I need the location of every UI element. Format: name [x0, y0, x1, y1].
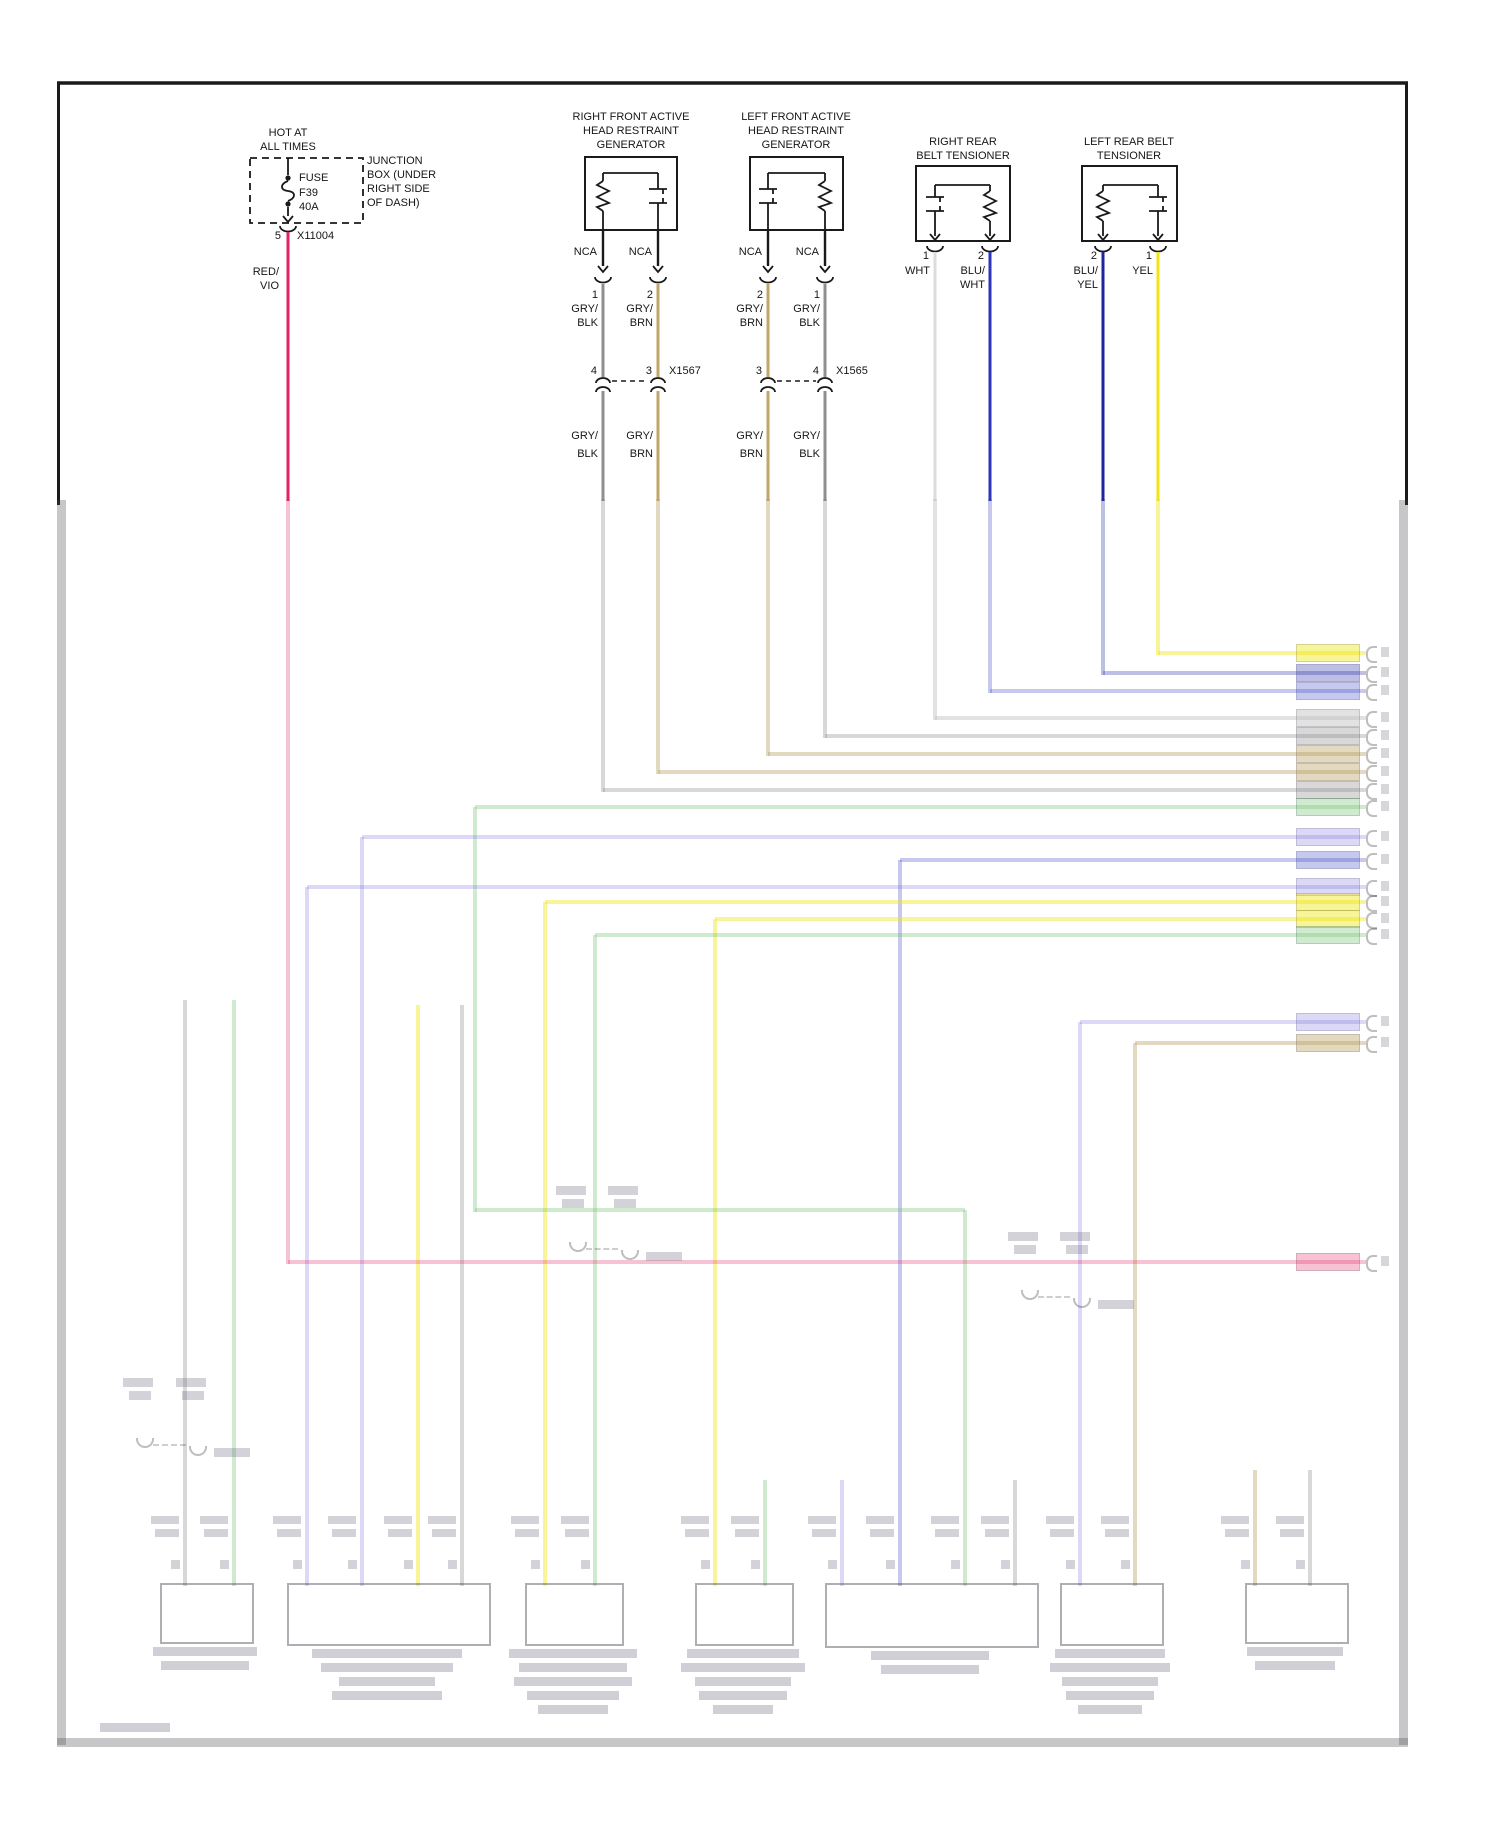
arrow-down-icon	[820, 266, 830, 272]
rf-wire1-label2-line2: BLK	[577, 448, 598, 460]
rf-nca-left: NCA	[573, 246, 597, 258]
lf-wire2-label-line1: GRY/	[793, 303, 820, 315]
rr-pin-1: 1	[922, 250, 929, 262]
lr-pin-1: 1	[1145, 250, 1152, 262]
rf-pin-1: 1	[591, 289, 598, 301]
x1565-pin-3: 3	[755, 365, 762, 377]
squib-icon	[649, 189, 667, 203]
rr-tensioner-title-line1: RIGHT REAR	[929, 136, 997, 148]
fuse-terminal-dot	[285, 201, 290, 206]
rr-blu-wht-label-line2: WHT	[959, 279, 985, 291]
lf-wire2-label2-line2: BLK	[799, 448, 820, 460]
squib-icon	[926, 197, 944, 211]
rr-pin-2: 2	[977, 250, 984, 262]
resistor-icon	[597, 181, 609, 211]
lf-pin-1: 1	[813, 289, 820, 301]
inline-connector-x1565	[761, 378, 832, 392]
lf-generator-title-line1: LEFT FRONT ACTIVE	[741, 111, 851, 123]
rr-wht-label: WHT	[904, 265, 930, 277]
lr-blu-yel-label-line1: BLU/	[1073, 265, 1098, 277]
x1567-pin-4: 4	[590, 365, 597, 377]
rf-generator-symbol	[585, 157, 677, 283]
squib-icon	[1149, 197, 1167, 211]
fuse-rating: 40A	[299, 201, 319, 213]
rr-tensioner-title-line2: BELT TENSIONER	[916, 150, 1010, 162]
squib-icon	[759, 189, 777, 203]
red-vio-wire-label-line1: RED/	[252, 266, 279, 278]
junction-box-label-line2: BOX (UNDER	[367, 169, 437, 181]
lr-pin-2: 2	[1090, 250, 1097, 262]
rf-generator-title-line1: RIGHT FRONT ACTIVE	[572, 111, 690, 123]
fuse-icon	[282, 181, 294, 201]
rf-generator-title-line2: HEAD RESTRAINT	[583, 125, 679, 137]
x1565-pin-4: 4	[812, 365, 819, 377]
inline-connector-x1567	[596, 378, 665, 392]
lf-wire1-label2-line1: GRY/	[736, 430, 763, 442]
rf-nca-right: NCA	[628, 246, 652, 258]
arrow-down-icon	[763, 266, 773, 272]
fuse-terminal-dot	[285, 175, 290, 180]
connector-cup-icon	[595, 277, 611, 283]
junction-box-label-line1: JUNCTION	[367, 155, 423, 167]
connector-cup-icon	[1095, 246, 1111, 252]
arrow-down-icon	[653, 266, 663, 272]
arrow-down-icon	[283, 216, 293, 222]
rf-wire1-label2-line1: GRY/	[571, 430, 598, 442]
resistor-icon	[819, 181, 831, 211]
connector-cup-icon	[650, 277, 666, 283]
resistor-icon	[984, 191, 996, 221]
connector-x1565-label: X1565	[836, 365, 868, 377]
fuse-label: FUSE	[299, 172, 329, 184]
lr-yel-label: YEL	[1132, 265, 1153, 277]
rf-wire2-label-line2: BRN	[629, 317, 653, 329]
wire-runs	[288, 232, 1158, 501]
x1567-pin-3: 3	[645, 365, 652, 377]
connector-cup-icon	[982, 246, 998, 252]
rr-tensioner-symbol	[916, 166, 1010, 252]
connector-cup-icon	[280, 226, 296, 232]
rf-wire1-label-line2: BLK	[577, 317, 598, 329]
lf-generator-symbol	[750, 157, 843, 283]
hot-at-label-line1: HOT AT	[268, 127, 308, 139]
connector-cup-icon	[927, 246, 943, 252]
connector-cup-icon	[1150, 246, 1166, 252]
lr-tensioner-title-line1: LEFT REAR BELT	[1083, 136, 1175, 148]
lf-pin-2: 2	[756, 289, 763, 301]
connector-x11004-label: X11004	[297, 230, 335, 242]
lf-wire1-label-line1: GRY/	[736, 303, 763, 315]
junction-box-label-line4: OF DASH)	[367, 197, 420, 209]
lf-nca-left: NCA	[738, 246, 762, 258]
hot-at-label-line2: ALL TIMES	[260, 141, 316, 153]
lf-generator-title-line3: GENERATOR	[761, 139, 831, 151]
lf-wire2-label-line2: BLK	[799, 317, 820, 329]
rf-pin-2: 2	[646, 289, 653, 301]
lf-wire1-label-line2: BRN	[739, 317, 763, 329]
junction-box-label-line3: RIGHT SIDE	[367, 183, 430, 195]
rf-wire2-label-line1: GRY/	[626, 303, 653, 315]
lf-wire1-label2-line2: BRN	[739, 448, 763, 460]
rr-blu-wht-label-line1: BLU/	[960, 265, 985, 277]
connector-cup-icon	[817, 277, 833, 283]
lf-generator-title-line2: HEAD RESTRAINT	[748, 125, 844, 137]
fuse-number: F39	[299, 187, 318, 199]
lr-blu-yel-label-line2: YEL	[1077, 279, 1098, 291]
rf-wire2-label2-line1: GRY/	[626, 430, 653, 442]
arrow-down-icon	[598, 266, 608, 272]
lf-wire2-label2-line1: GRY/	[793, 430, 820, 442]
red-vio-wire-label-line2: VIO	[260, 280, 279, 292]
lf-nca-right: NCA	[795, 246, 819, 258]
lr-tensioner-title-line2: TENSIONER	[1096, 150, 1162, 162]
rf-wire2-label2-line2: BRN	[629, 448, 653, 460]
connector-cup-icon	[760, 277, 776, 283]
resistor-icon	[1097, 191, 1109, 221]
rf-generator-title-line3: GENERATOR	[596, 139, 666, 151]
lr-tensioner-symbol	[1082, 166, 1177, 252]
rf-wire1-label-line1: GRY/	[571, 303, 598, 315]
fuse-output-pin: 5	[274, 230, 281, 242]
connector-x1567-label: X1567	[669, 365, 701, 377]
